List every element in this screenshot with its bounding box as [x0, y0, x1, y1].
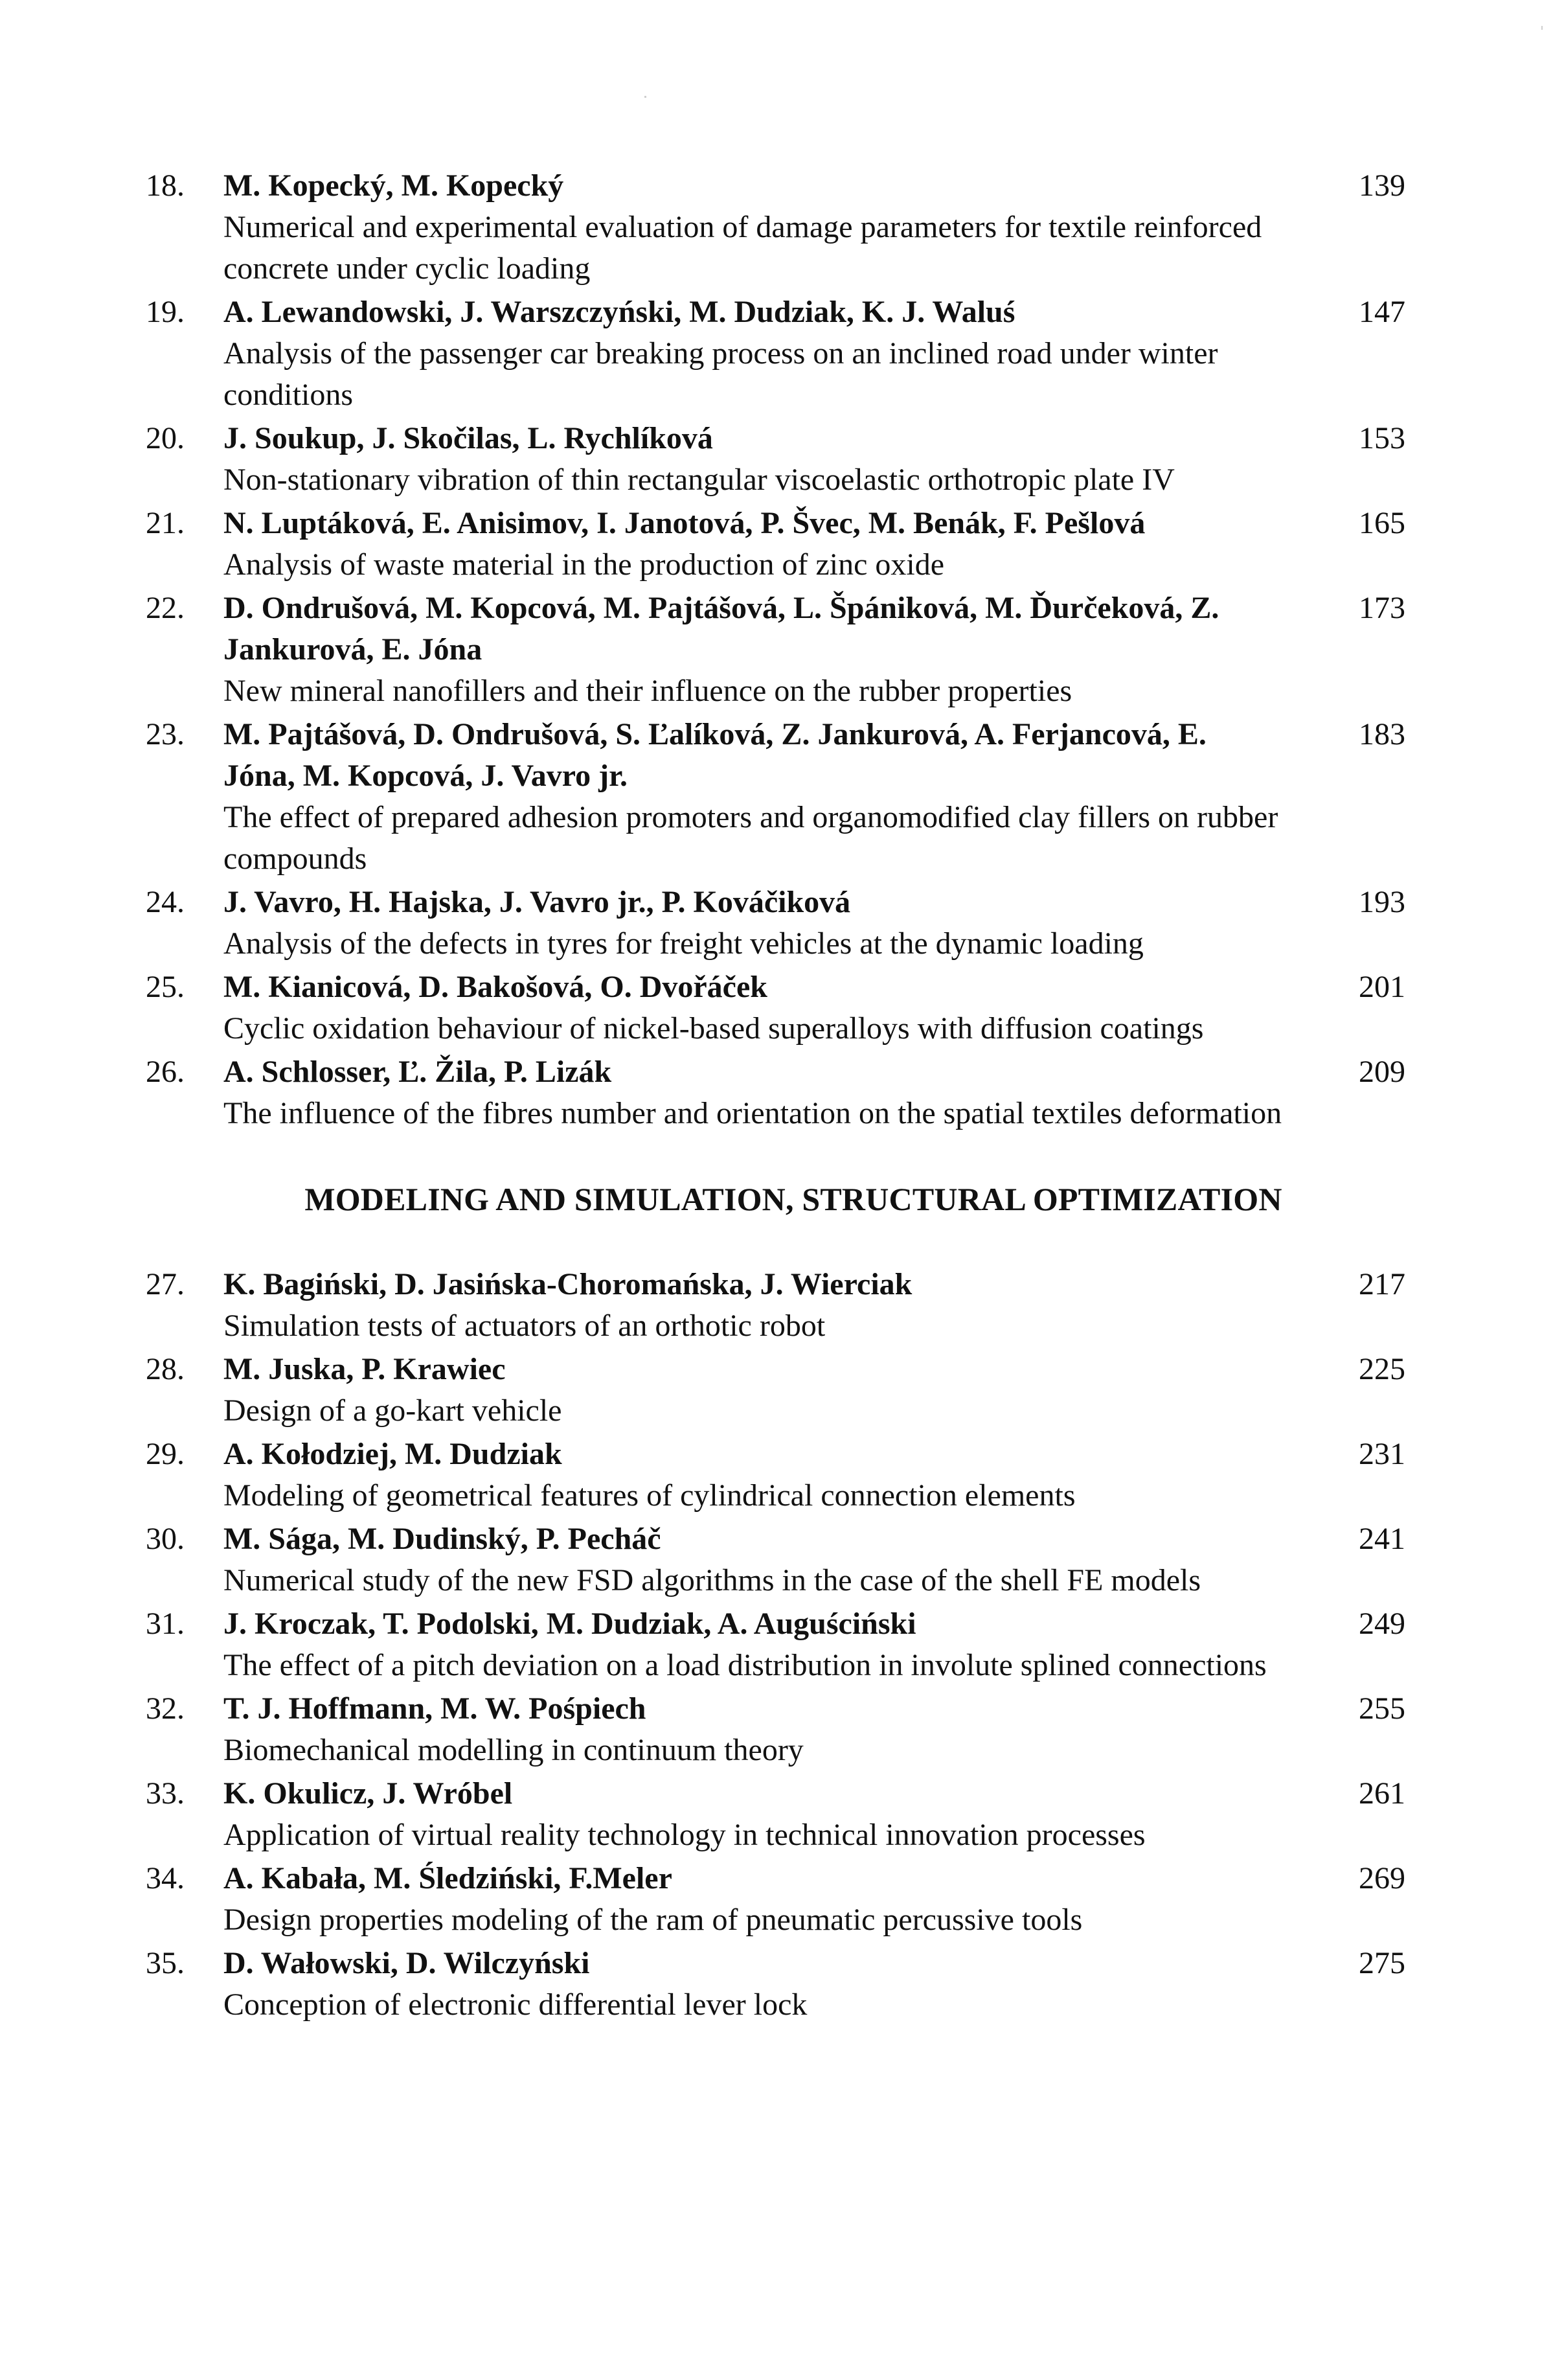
toc-entry[interactable]	[146, 714, 1405, 880]
entry-authors: M. Kopecký, M. Kopecký	[223, 168, 564, 203]
entry-authors: J. Kroczak, T. Podolski, M. Dudziak, A. Auguściński	[223, 1607, 916, 1641]
entry-title: Analysis of the defects in tyres for freight vehicles at the dynamic loading	[223, 926, 1144, 961]
entry-title: Design of a go-kart vehicle	[223, 1393, 562, 1428]
entry-number: 25.	[146, 970, 185, 1004]
entry-number: 18.	[146, 168, 185, 203]
entry-number: 23.	[146, 717, 185, 751]
toc-entry[interactable]	[146, 1051, 1405, 1134]
scan-mark	[1541, 26, 1543, 30]
entry-page-number: 183	[1359, 717, 1405, 751]
entry-number: 29.	[146, 1437, 185, 1471]
toc-entry[interactable]	[146, 503, 1405, 586]
entry-number: 21.	[146, 506, 185, 540]
entry-page-number: 139	[1359, 168, 1405, 203]
toc-entry[interactable]	[146, 1434, 1405, 1516]
entry-number: 20.	[146, 421, 185, 455]
toc-list-materials	[146, 165, 1405, 1134]
entry-page-number: 173	[1359, 591, 1405, 625]
entry-authors: M. Sága, M. Dudinský, P. Pecháč	[223, 1522, 661, 1556]
entry-page-number: 225	[1359, 1352, 1405, 1386]
entry-authors: A. Kabała, M. Śledziński, F.Meler	[223, 1861, 672, 1895]
toc-entry[interactable]	[146, 1773, 1405, 1856]
entry-title: The effect of a pitch deviation on a load distribution in involute splined connections	[223, 1648, 1267, 1682]
entry-authors: K. Bagiński, D. Jasińska-Choromańska, J. Wierciak	[223, 1267, 913, 1301]
entry-authors: K. Okulicz, J. Wróbel	[223, 1776, 513, 1811]
entry-page-number: 255	[1359, 1691, 1405, 1726]
toc-entry[interactable]	[146, 1858, 1405, 1941]
entry-title: Conception of electronic differential lever lock	[223, 1987, 808, 2022]
toc-entry[interactable]	[146, 882, 1405, 965]
entry-title: New mineral nanofillers and their influence on the rubber properties	[223, 674, 1072, 708]
entry-authors: D. Ondrušová, M. Kopcová, M. Pajtášová, L. Špániková, M. Ďurčeková, Z. Jankurová, E. Jóna	[223, 591, 1219, 667]
entry-title: Simulation tests of actuators of an orthotic robot	[223, 1309, 826, 1343]
toc-entry[interactable]	[146, 1264, 1405, 1347]
entry-page-number: 249	[1359, 1607, 1405, 1641]
toc-entry[interactable]	[146, 588, 1405, 712]
section-heading: MODELING AND SIMULATION, STRUCTURAL OPTIMIZATION	[304, 1181, 1282, 1217]
entry-authors: N. Luptáková, E. Anisimov, I. Janotová, P. Švec, M. Benák, F. Pešlová	[223, 506, 1146, 540]
entry-title: Analysis of waste material in the production of zinc oxide	[223, 547, 945, 582]
table-of-contents	[146, 165, 1405, 2028]
entry-authors: M. Juska, P. Krawiec	[223, 1352, 506, 1386]
entry-authors: D. Wałowski, D. Wilczyński	[223, 1946, 590, 1980]
toc-entry[interactable]	[146, 1603, 1405, 1686]
entry-title: Non-stationary vibration of thin rectangular viscoelastic orthotropic plate IV	[223, 463, 1175, 497]
entry-authors: J. Soukup, J. Skočilas, L. Rychlíková	[223, 421, 713, 455]
entry-title: Design properties modeling of the ram of pneumatic percussive tools	[223, 1903, 1083, 1937]
entry-page-number: 147	[1359, 295, 1405, 329]
entry-page-number: 193	[1359, 885, 1405, 919]
entry-authors: T. J. Hoffmann, M. W. Pośpiech	[223, 1691, 646, 1726]
entry-page-number: 269	[1359, 1861, 1405, 1895]
entry-page-number: 201	[1359, 970, 1405, 1004]
scan-mark	[644, 96, 646, 98]
toc-entry[interactable]	[146, 292, 1405, 416]
entry-title: The effect of prepared adhesion promoters and organomodified clay fillers on rubber compounds	[223, 800, 1278, 876]
entry-page-number: 275	[1359, 1946, 1405, 1980]
entry-title: Analysis of the passenger car breaking process on an inclined road under winter conditions	[223, 336, 1218, 412]
entry-authors: J. Vavro, H. Hajska, J. Vavro jr., P. Kováčiková	[223, 885, 851, 919]
entry-number: 32.	[146, 1691, 185, 1726]
entry-title: Modeling of geometrical features of cylindrical connection elements	[223, 1478, 1076, 1513]
toc-entry[interactable]	[146, 1688, 1405, 1771]
entry-page-number: 217	[1359, 1267, 1405, 1301]
entry-title: Numerical and experimental evaluation of damage parameters for textile reinforced concrete under cyclic loading	[223, 210, 1262, 286]
toc-entry[interactable]	[146, 418, 1405, 501]
entry-authors: M. Kianicová, D. Bakošová, O. Dvořáček	[223, 970, 767, 1004]
entry-title: Application of virtual reality technology in technical innovation processes	[223, 1818, 1146, 1852]
entry-number: 30.	[146, 1522, 185, 1556]
entry-number: 24.	[146, 885, 185, 919]
entry-title: Cyclic oxidation behaviour of nickel-based superalloys with diffusion coatings	[223, 1011, 1204, 1046]
entry-number: 22.	[146, 591, 185, 625]
toc-entry[interactable]	[146, 1349, 1405, 1432]
entry-number: 19.	[146, 295, 185, 329]
entry-number: 27.	[146, 1267, 185, 1301]
entry-page-number: 209	[1359, 1055, 1405, 1089]
toc-list-modeling	[146, 1264, 1405, 2026]
entry-page-number: 153	[1359, 421, 1405, 455]
entry-number: 26.	[146, 1055, 185, 1089]
entry-page-number: 241	[1359, 1522, 1405, 1556]
toc-entry[interactable]	[146, 1943, 1405, 2026]
entry-number: 31.	[146, 1607, 185, 1641]
toc-entry[interactable]	[146, 1518, 1405, 1601]
entry-title: The influence of the fibres number and orientation on the spatial textiles deformation	[223, 1096, 1282, 1130]
entry-number: 34.	[146, 1861, 185, 1895]
entry-authors: A. Schlosser, Ľ. Žila, P. Lizák	[223, 1055, 612, 1089]
entry-page-number: 261	[1359, 1776, 1405, 1811]
entry-number: 33.	[146, 1776, 185, 1811]
entry-number: 35.	[146, 1946, 185, 1980]
toc-entry[interactable]	[146, 967, 1405, 1049]
entry-page-number: 165	[1359, 506, 1405, 540]
entry-authors: A. Kołodziej, M. Dudziak	[223, 1437, 562, 1471]
entry-number: 28.	[146, 1352, 185, 1386]
entry-page-number: 231	[1359, 1437, 1405, 1471]
entry-title: Numerical study of the new FSD algorithms in the case of the shell FE models	[223, 1563, 1201, 1597]
entry-authors: A. Lewandowski, J. Warszczyński, M. Dudziak, K. J. Waluś	[223, 295, 1015, 329]
toc-entry[interactable]	[146, 165, 1405, 290]
entry-title: Biomechanical modelling in continuum theory	[223, 1733, 804, 1767]
entry-authors: M. Pajtášová, D. Ondrušová, S. Ľalíková, Z. Jankurová, A. Ferjancová, E. Jóna, M. Kopcová, J. Vavro jr.	[223, 717, 1207, 793]
